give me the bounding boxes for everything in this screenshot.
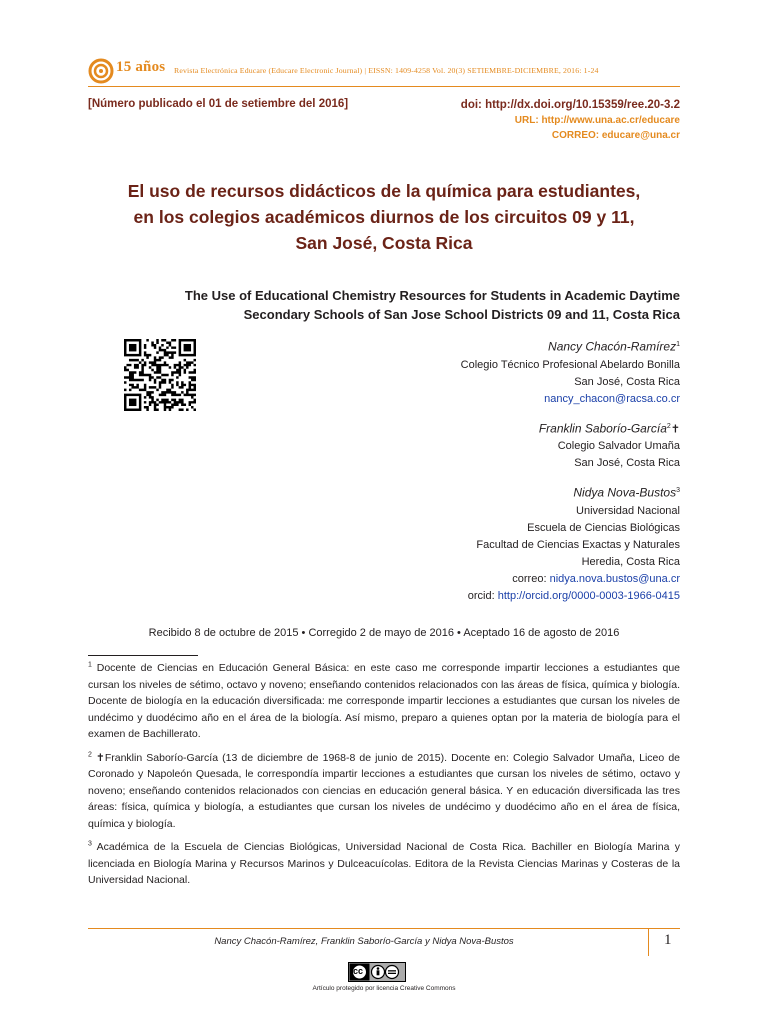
author-1-email[interactable]: nancy_chacon@racsa.co.cr (544, 392, 680, 405)
page-number: 1 (664, 932, 672, 948)
logo-text: 15 años (116, 59, 166, 75)
header-separator: | (364, 66, 369, 75)
author-2-sup: 2 (666, 422, 671, 430)
qr-code-icon (124, 339, 196, 411)
author-1-location: San José, Costa Rica (574, 375, 680, 388)
title-en-line-2: Secondary Schools of San Jose School Districts 09 and 11, Costa Rica (243, 307, 680, 322)
cross-icon: ✝ (96, 751, 105, 764)
footnote-3-mark: 3 (88, 840, 92, 848)
footer-divider (648, 928, 649, 956)
title-es-line-3: San José, Costa Rica (295, 233, 473, 253)
cross-icon: ✝ (670, 423, 680, 436)
title-es-line-1: El uso de recursos didácticos de la química para estudiantes, (127, 181, 641, 201)
author-1-name: Nancy Chacón-Ramírez (548, 339, 677, 354)
correo-link[interactable]: CORREO: educare@una.cr (551, 130, 680, 141)
footer-authors: Nancy Chacón-Ramírez, Franklin Saborío-García y Nidya Nova-Bustos (214, 936, 514, 947)
footnote-rule (88, 655, 198, 656)
license-caption: Artículo protegido por licencia Creative Commons (312, 985, 456, 992)
footnote-3 (88, 839, 680, 889)
author-1-affiliation: Colegio Técnico Profesional Abelardo Bonilla (460, 358, 680, 371)
footnotes (88, 660, 680, 896)
author-2 (320, 418, 680, 473)
issn-info: EISSN: 1409-4258 Vol. 20(3) SETIEMBRE-DICIEMBRE, 2016: 1-24 (368, 66, 599, 75)
author-3-sup: 3 (676, 487, 680, 495)
publication-date: [Número publicado el 01 de setiembre del 2016] (88, 98, 349, 110)
journal-info-line (174, 66, 599, 75)
author-3-location: Heredia, Costa Rica (581, 555, 680, 568)
footnote-2-mark: 2 (88, 751, 92, 758)
author-2-location: San José, Costa Rica (574, 457, 680, 470)
author-3-orcid-label: orcid: (467, 589, 498, 602)
url-link[interactable]: URL: http://www.una.ac.cr/educare (514, 115, 680, 126)
journal-header (88, 58, 680, 88)
author-3-orcid[interactable]: http://orcid.org/0000-0003-1966-0415 (497, 589, 680, 602)
author-3-name: Nidya Nova-Bustos (573, 485, 677, 500)
received-dates: Recibido 8 de octubre de 2015 • Corregido 2 de mayo de 2016 • Aceptado 16 de agosto de 2016 (148, 627, 620, 639)
author-2-name: Franklin Saborío-García (538, 421, 667, 436)
footnote-2-text: Franklin Saborío-García (13 de diciembre de 1968-8 de junio de 2015). Docente en: Colegio Salvador Umaña, Liceo de Coronado y Napoleón Quesada, le correspondía impartir lecciones a estudiantes que cursan los niveles de sétimo, octavo y noveno; enseñando contenidos relacionados con ciencias en educación general básica. Y en educación diversificada las tres áreas: física, química y biología, a estudiantes que cursan los niveles de undécimo y duodécimo año en el área de física, química y biología. (88, 751, 680, 830)
journal-logo (88, 58, 168, 88)
doi-link[interactable]: doi: http://dx.doi.org/10.15359/ree.20-3.2 (460, 99, 680, 111)
author-3-affiliation-1: Universidad Nacional (576, 504, 680, 517)
footnote-1 (88, 660, 680, 743)
cc-badge-text: cc (353, 966, 364, 976)
author-3-affiliation-3: Facultad de Ciencias Exactas y Naturales (476, 538, 680, 551)
qr-code[interactable] (124, 339, 196, 411)
creative-commons-badge[interactable] (348, 962, 406, 982)
footnote-1-mark: 1 (88, 661, 92, 669)
author-3 (320, 482, 680, 605)
header-rule (88, 86, 680, 87)
author-1 (320, 336, 680, 408)
journal-name: Revista Electrónica Educare (Educare Electronic Journal) (174, 66, 363, 75)
title-es-line-2: en los colegios académicos diurnos de los circuitos 09 y 11, (133, 207, 635, 227)
author-list (320, 336, 680, 615)
author-3-email-label: correo: (512, 572, 550, 585)
author-3-affiliation-2: Escuela de Ciencias Biológicas (527, 521, 680, 534)
author-3-email[interactable]: nidya.nova.bustos@una.cr (549, 572, 680, 585)
footer-rule (88, 928, 680, 929)
title-english (120, 286, 680, 324)
author-2-affiliation: Colegio Salvador Umaña (557, 440, 680, 453)
author-1-sup: 1 (676, 341, 680, 348)
doi-block (461, 98, 680, 143)
footnote-1-text: Docente de Ciencias en Educación General Básica: en este caso me corresponde impartir lecciones a estudiantes que cursan los niveles de sétimo, octavo y noveno; enseñando contenidos relacionados con las áreas de física, química y biología. Docente de biología en la educación diversificada: me corresponde impartir lecciones a estudiantes que cursan los niveles de undécimo y duodécimo año en el área de la biología. Así mismo, preparo a quienes optan por la materia de biología para el examen de Bachillerato. (88, 662, 680, 740)
footnote-2 (88, 750, 680, 833)
footnote-3-text: Académica de la Escuela de Ciencias Biológicas, Universidad Nacional de Costa Rica. Bachiller en Biología Marina y licenciada en Biología Marina y Recursos Marinos y Dulceacuícolas. Editora de la Revista Ciencias Marinas y Costeras de la Universidad Nacional. (88, 841, 680, 886)
title-spanish (88, 178, 680, 256)
spiral-logo-icon (88, 58, 114, 84)
title-en-line-1: The Use of Educational Chemistry Resources for Students in Academic Daytime (184, 288, 680, 303)
